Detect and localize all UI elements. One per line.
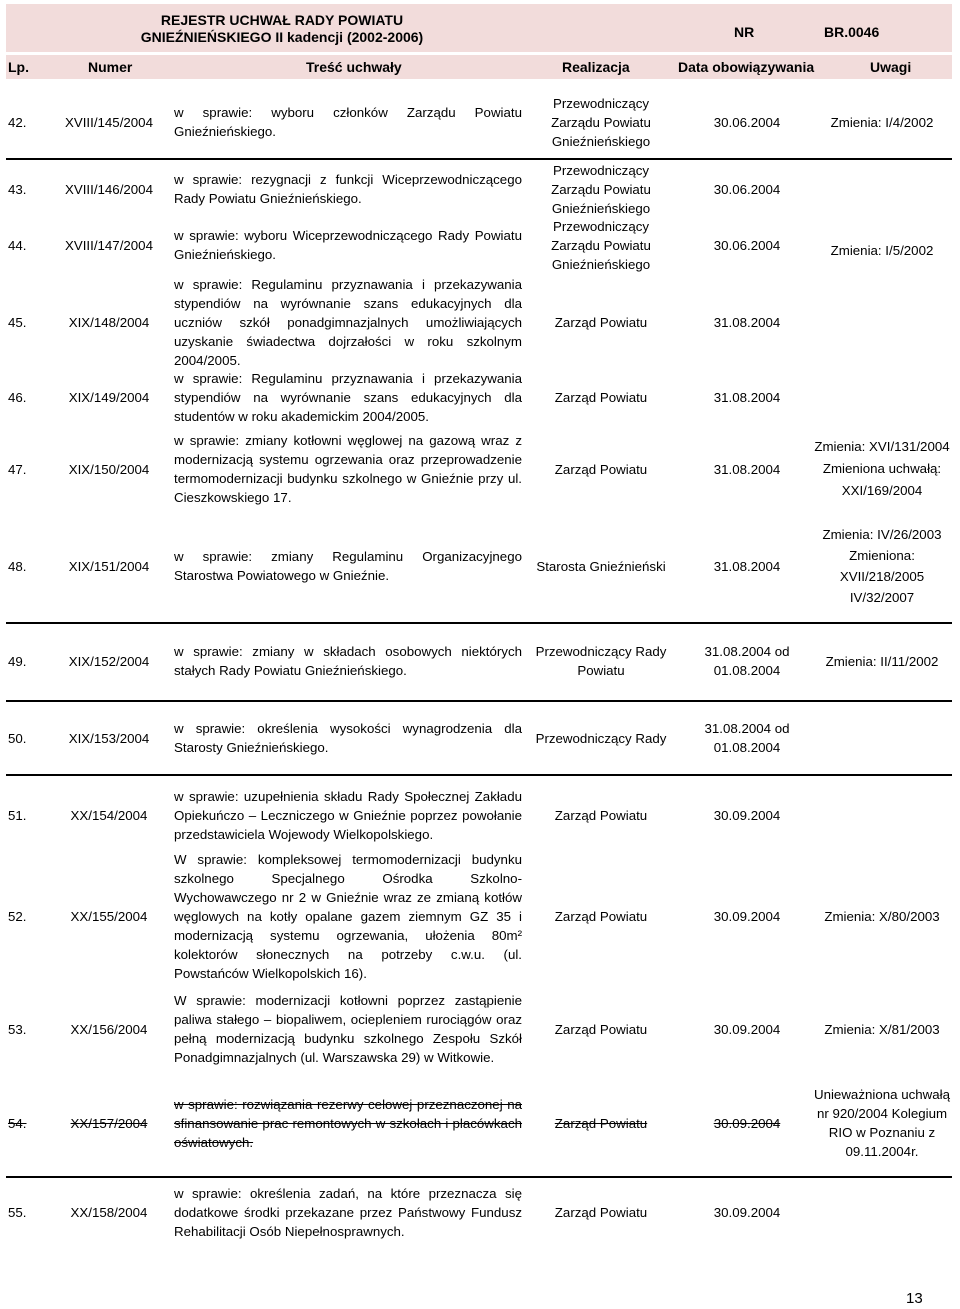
row-number: XIX/150/2004 [68,461,150,477]
row-content: w sprawie: uzupełnienia składu Rady Społecznej Zakładu Opiekuńczo – Leczniczego w Gnieźnie poprzez powołanie przedstawiciela Wojewody Wielkopolskiego. [174,788,522,842]
row-lp: 49. [8,653,27,669]
col-tresc: Treść uchwały [306,59,402,75]
row-date: 31.08.2004 [713,314,781,330]
row-realization: Zarząd Powiatu [554,314,648,330]
table-row [6,774,952,852]
table-row [6,90,952,154]
row-notes: Zmienia: I/5/2002 [830,242,934,258]
row-content: w sprawie: rozwiązania rezerwy celowej przeznaczonej na sfinansowanie prac remontowych w szkołach i placówkach oświatowych. [174,1096,522,1150]
row-date: 31.08.2004 [713,389,781,405]
row-realization: Przewodniczący Zarządu Powiatu Gnieźnieńskiego [551,95,651,149]
row-realization: Zarząd Powiatu [554,1115,648,1131]
row-date: 30.09.2004 [713,807,781,823]
row-date: 30.06.2004 [713,237,781,253]
row-realization: Zarząd Powiatu [554,908,648,924]
table-row [6,982,952,1076]
row-number: XIX/151/2004 [68,558,150,574]
row-content: w sprawie: zmiany w składach osobowych niektórych stałych Rady Powiatu Gnieźnieńskiego. [174,644,522,678]
row-notes: Zmienia: II/11/2002 [825,653,939,669]
row-realization: Przewodniczący Rady Powiatu [535,644,667,678]
row-content: w sprawie: zmiany Regulaminu Organizacyjnego Starostwa Powiatowego w Gnieźnie. [174,549,522,583]
row-notes: Zmienia: IV/26/2003 Zmieniona: XVII/218/2005 IV/32/2007 [822,527,942,605]
row-number: XX/158/2004 [70,1204,148,1220]
register-header [6,4,952,78]
row-lp: 51. [8,807,27,823]
row-date: 31.08.2004 od 01.08.2004 [704,644,790,678]
table-row [6,850,952,982]
row-content: W sprawie: modernizacji kotłowni poprzez zastąpienie paliwa stałego – biopaliwem, ociepleniem rurociągów oraz pełną modernizacją budynku szkolnego Zespołu Szkół Ponadgimnazjalnych (ul. Warszawska 29) w Witkowie. [174,993,522,1065]
col-uwagi: Uwagi [870,59,912,75]
row-lp: 47. [8,461,27,477]
row-number: XX/157/2004 [70,1115,148,1131]
row-lp: 48. [8,558,27,574]
table-row [6,622,952,696]
table-row [6,158,952,216]
row-number: XIX/149/2004 [68,389,150,405]
row-content: w sprawie: zmiany kotłowni węglowej na gazową wraz z modernizacją systemu ogrzewania oraz przeprowadzenie termomodernizacji budynku szkolnego w Gnieźnie przy ul. Cieszkowskiego 17. [174,433,522,505]
table-row [6,1176,952,1244]
row-content: w sprawie: Regulaminu przyznawania i przekazywania stypendiów na wyrównanie szans edukacyjnych dla uczniów szkół ponadgimnazjalnych umożliwiających uzyskanie świadectwa dojrzałości w roku szkolnym 2004/2005. [174,276,522,368]
row-notes: Zmienia: I/4/2002 [830,114,934,130]
column-header-row [6,55,952,79]
row-date: 31.08.2004 od 01.08.2004 [704,721,790,755]
row-lp: 42. [8,114,27,130]
col-realizacja: Realizacja [562,59,630,75]
row-realization: Zarząd Powiatu [554,461,648,477]
table-row [6,1074,952,1172]
row-lp: 54. [8,1115,27,1131]
row-date: 30.09.2004 [713,1021,781,1037]
table-row [6,424,952,514]
col-numer: Numer [88,59,133,75]
row-lp: 46. [8,389,27,405]
row-number: XIX/152/2004 [68,653,150,669]
row-date: 30.09.2004 [713,1115,781,1131]
row-number: XIX/153/2004 [68,730,150,746]
row-notes: Zmienia: X/81/2003 [824,1021,940,1037]
register-title: REJESTR UCHWAŁ RADY POWIATU GNIEŹNIEŃSKIEGO II kadencji (2002-2006) [140,12,424,45]
row-realization: Zarząd Powiatu [554,389,648,405]
row-date: 31.08.2004 [713,461,781,477]
col-data: Data obowiązywania [678,59,815,75]
nr-label: NR [734,24,755,40]
row-date: 30.09.2004 [713,908,781,924]
row-number: XVIII/147/2004 [65,237,153,253]
row-number: XVIII/146/2004 [65,181,153,197]
page-number: 13 [906,1290,923,1307]
row-content: W sprawie: kompleksowej termomodernizacji budynku szkolnego Specjalnego Ośrodka Szkolno-Wychowawczego nr 2 w Gnieźnie wraz ze zmianą kotłów węglowych na kotły opalane gazem ziemnym GZ 35 i modernizacją systemu ogrzewania, ułożenia 80m² kolektorów słonecznych na potrzeby c.w.u. (ul. Powstańców Wielkopolskich 16). [174,851,522,981]
row-number: XIX/148/2004 [68,314,150,330]
row-date: 30.06.2004 [713,181,781,197]
row-content: w sprawie: wyboru Wiceprzewodniczącego Rady Powiatu Gnieźnieńskiego. [174,228,522,262]
row-notes: Zmienia: X/80/2003 [824,908,940,924]
row-number: XX/155/2004 [70,908,148,924]
row-notes: Unieważniona uchwałą nr 920/2004 Kolegium RIO w Poznaniu z 09.11.2004r. [813,1087,950,1159]
row-content: w sprawie: określenia wysokości wynagrodzenia dla Starosty Gnieźnieńskiego. [174,721,522,755]
row-realization: Zarząd Powiatu [554,1204,648,1220]
row-lp: 50. [8,730,27,746]
table-row [6,368,952,426]
col-lp: Lp. [8,59,29,75]
row-lp: 53. [8,1021,27,1037]
row-content: w sprawie: wyboru członków Zarządu Powiatu Gnieźnieńskiego. [174,105,522,139]
row-lp: 43. [8,181,27,197]
table-row [6,274,952,370]
row-lp: 44. [8,237,27,253]
title-band [6,4,952,52]
row-lp: 52. [8,908,27,924]
row-content: w sprawie: określenia zadań, na które przeznacza się dodatkowe środki przekazane przez Państwowy Fundusz Rehabilitacji Osób Niepełnosprawnych. [174,1185,522,1239]
row-realization: Zarząd Powiatu [554,807,648,823]
row-realization: Przewodniczący Rady [535,730,667,746]
row-realization: Starosta Gnieźnieński [536,558,666,574]
table-row [6,514,952,618]
row-lp: 45. [8,314,27,330]
row-realization: Przewodniczący Zarządu Powiatu Gnieźnieńskiego [551,218,651,272]
row-number: XX/154/2004 [70,807,148,823]
table-row [6,700,952,772]
row-realization: Zarząd Powiatu [554,1021,648,1037]
row-number: XX/156/2004 [70,1021,148,1037]
row-date: 30.09.2004 [713,1204,781,1220]
row-realization: Przewodniczący Zarządu Powiatu Gnieźnieńskiego [551,162,651,216]
row-lp: 55. [8,1204,27,1220]
row-content: w sprawie: Regulaminu przyznawania i przekazywania stypendiów na wyrównanie szans edukacyjnych dla studentów w roku akademickim 2004/2005. [174,370,522,424]
row-content: w sprawie: rezygnacji z funkcji Wiceprzewodniczącego Rady Powiatu Gnieźnieńskiego. [174,172,522,206]
row-date: 30.06.2004 [713,114,781,130]
row-date: 31.08.2004 [713,558,781,574]
row-number: XVIII/145/2004 [65,114,153,130]
row-notes: Zmienia: XVI/131/2004 Zmieniona uchwałą: XXI/169/2004 [814,439,950,498]
br-code: BR.0046 [824,24,880,40]
